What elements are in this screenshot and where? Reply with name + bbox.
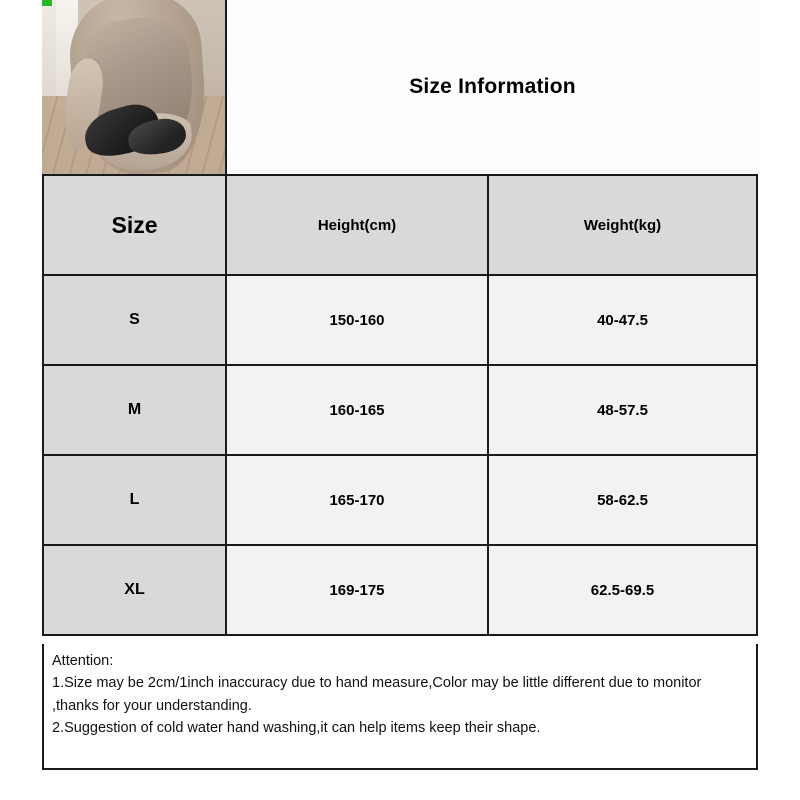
cell-height: 150-160 bbox=[226, 275, 488, 365]
cell-size: S bbox=[43, 275, 226, 365]
table-row bbox=[43, 545, 757, 635]
column-header-weight: Weight(kg) bbox=[488, 175, 757, 275]
table-row bbox=[43, 365, 757, 455]
attention-title: Attention: bbox=[52, 653, 114, 669]
cell-weight: 48-57.5 bbox=[488, 365, 757, 455]
column-header-height: Height(cm) bbox=[226, 175, 488, 275]
table-row bbox=[43, 455, 757, 545]
cell-weight: 58-62.5 bbox=[488, 455, 757, 545]
cell-weight: 40-47.5 bbox=[488, 275, 757, 365]
page-title: Size Information bbox=[409, 75, 576, 98]
table-header-row bbox=[43, 175, 757, 275]
cell-height: 165-170 bbox=[226, 455, 488, 545]
product-photo bbox=[42, 0, 227, 174]
cell-height: 160-165 bbox=[226, 365, 488, 455]
table-row bbox=[43, 275, 757, 365]
cell-weight: 62.5-69.5 bbox=[488, 545, 757, 635]
size-table bbox=[42, 174, 758, 636]
cell-height: 169-175 bbox=[226, 545, 488, 635]
header-band bbox=[42, 0, 758, 176]
attention-line-2: 2.Suggestion of cold water hand washing,it can help items keep their shape. bbox=[52, 720, 541, 737]
column-header-size: Size bbox=[43, 175, 226, 275]
cell-size: L bbox=[43, 455, 226, 545]
title-cell bbox=[227, 0, 758, 174]
attention-box bbox=[42, 644, 758, 770]
cell-size: M bbox=[43, 365, 226, 455]
cell-size: XL bbox=[43, 545, 226, 635]
attention-line-1: 1.Size may be 2cm/1inch inaccuracy due to hand measure,Color may be little different due to monitor ,thanks for your understanding. bbox=[52, 675, 702, 714]
green-marker-icon bbox=[42, 0, 52, 6]
